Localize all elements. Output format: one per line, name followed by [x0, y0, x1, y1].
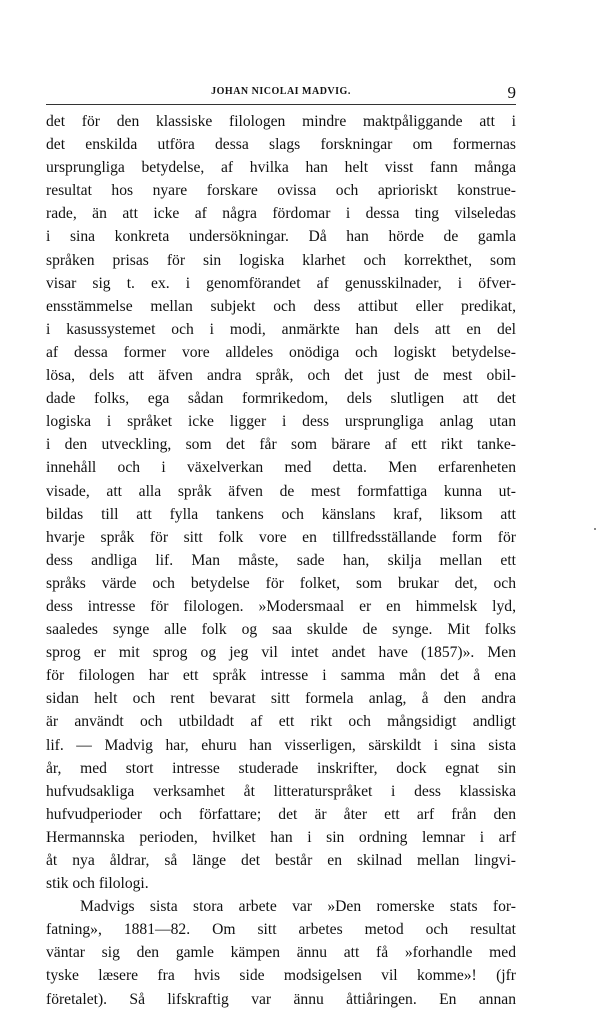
text-line: företalet). Så lifskraftig var ännu åttiåringen. En annan	[46, 990, 516, 1008]
text-line: i den utveckling, som det får som bärare af ett rikt tanke-	[46, 436, 516, 454]
text-line: resultat hos nyare forskare ovissa och aprioriskt konstrue-	[46, 182, 516, 200]
page-number: 9	[507, 83, 516, 102]
text-line: är användt och utbildadt af ett rikt och mångsidigt andligt	[46, 713, 516, 731]
text-line: visar sig t. ex. i genomförandet af genusskilnader, i öfver-	[46, 274, 516, 292]
text-line: hufvudsakliga verksamhet åt litteraturspråket i dess klassiska	[46, 782, 516, 800]
text-line: åt nya åldrar, så länge det består en skilnad mellan lingvi-	[46, 852, 516, 869]
page-header	[46, 83, 516, 102]
text-line: innehåll och i växelverkan med detta. Men erfarenheten	[46, 459, 516, 477]
text-line: väntar sig den gamle kämpen ännu att få »forhandle med	[46, 944, 516, 962]
text-line: af dessa former vore alldeles onödiga och logiskt betydelse-	[46, 343, 516, 361]
text-line: hvarje språk för sitt folk vore en tillfredsställande form för	[46, 528, 516, 546]
text-line: hufvudperioder och författare; det är åter ett arf från den	[46, 805, 516, 823]
text-line: saaledes synge alle folk og saa skulde de synge. Mit folks	[46, 621, 516, 639]
text-line: språken prisas för sin logiska klarhet och korrekthet, som	[46, 251, 516, 269]
text-line: lösa, dels att äfven andra språk, och det just de mest obil-	[46, 367, 516, 385]
text-line: rade, än att icke af några fördomar i dessa ting vilseledas	[46, 205, 516, 223]
text-line: Madvigs sista stora arbete var »Den romerske stats for-	[80, 898, 516, 916]
text-line: ursprungliga betydelse, af hvilka han helt visst fann många	[46, 159, 516, 177]
text-line: det enskilda utföra dessa slags forskningar om formernas	[46, 136, 516, 154]
text-line: för filologen har ett språk intresse i samma mån det å ena	[46, 667, 516, 685]
text-line: bildas till att fylla tankens och känslans kraf, liksom att	[46, 505, 516, 523]
text-line: tyske læsere fra hvis side modsigelsen vil komme»! (jfr	[46, 967, 516, 985]
text-line: i sina konkreta undersökningar. Då han hörde de gamla	[46, 228, 516, 246]
running-head: JOHAN NICOLAI MADVIG.	[211, 86, 351, 97]
header-rule	[46, 104, 516, 105]
text-line: dade folks, ega sådan formrikedom, dels slutligen att det	[46, 390, 516, 408]
text-line: det för den klassiske filologen mindre maktpåliggande att i	[46, 113, 516, 130]
text-line: språks värde och betydelse för folket, som brukar det, och	[46, 574, 516, 592]
text-line: ensstämmelse mellan subjekt och dess attibut eller predikat,	[46, 297, 516, 315]
text-line: Hermannska perioden, hvilket han i sin ordning lemnar i arf	[46, 828, 516, 846]
text-line: år, med stort intresse studerade inskrifter, dock egnat sin	[46, 759, 516, 777]
text-line: sidan helt och rent bevarat sitt formela anlag, å den andra	[46, 690, 516, 708]
body-text	[46, 110, 516, 1011]
text-line: logiska i språket icke ligger i dess ursprungliga anlag utan	[46, 413, 516, 431]
text-line: stik och filologi.	[46, 875, 149, 893]
text-line: dess andliga lif. Man måste, sade han, skilja mellan ett	[46, 551, 516, 569]
scan-speck	[594, 528, 596, 530]
text-line: sprog er mit sprog og jeg vil intet andet have (1857)». Men	[46, 644, 516, 662]
text-line: dess intresse för filologen. »Modersmaal er en himmelsk lyd,	[46, 597, 516, 615]
text-line: fatning», 1881—82. Om sitt arbetes metod och resultat	[46, 921, 516, 939]
text-line: visade, att alla språk äfven de mest formfattiga kunna ut-	[46, 482, 516, 500]
text-line: lif. — Madvig har, ehuru han visserligen, särskildt i sina sista	[46, 736, 516, 754]
text-line: i kasussystemet och i modi, anmärkte han dels att en del	[46, 320, 516, 338]
